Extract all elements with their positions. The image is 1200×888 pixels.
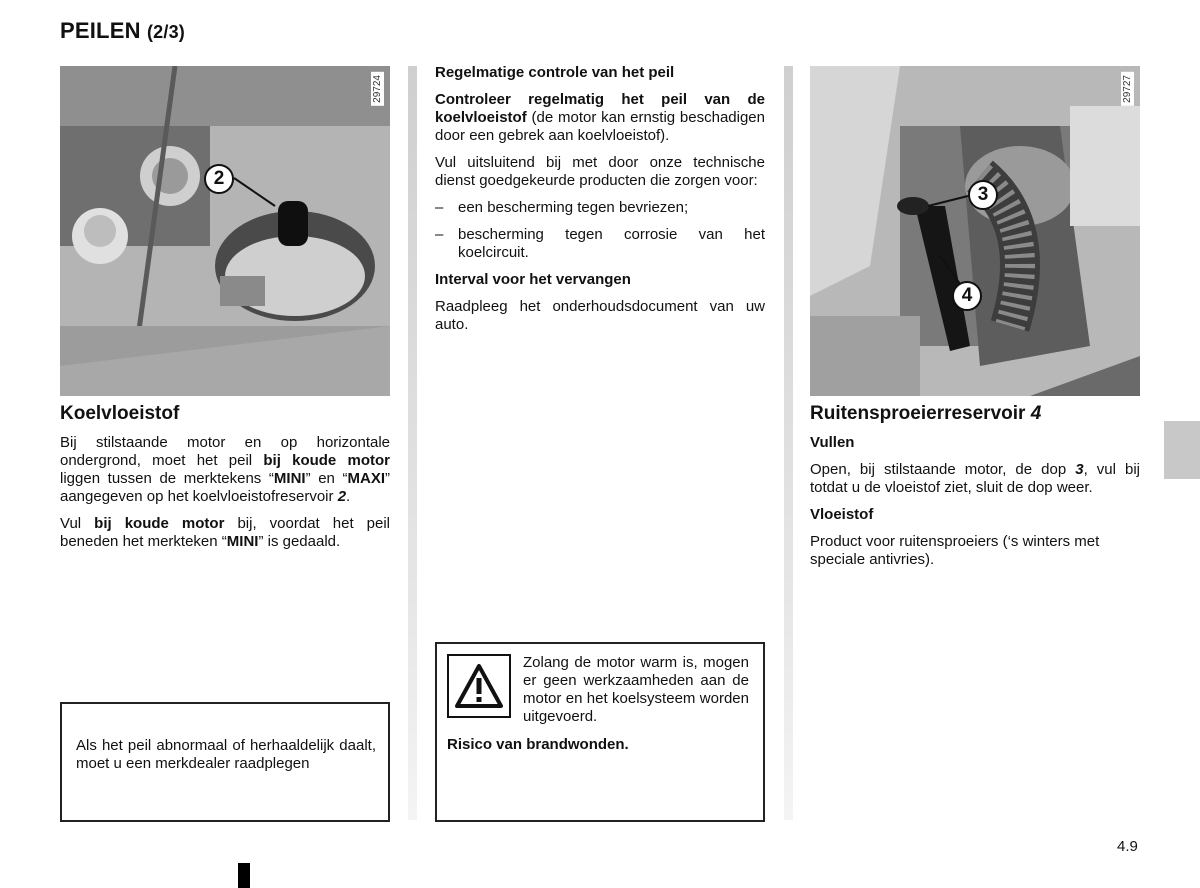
text-run: .: [346, 488, 351, 505]
image-number: 29724: [371, 72, 384, 106]
column-divider-left: [408, 66, 417, 820]
page-number: 4.9: [1117, 838, 1138, 855]
warning-icon: [447, 654, 511, 718]
text-run: ” en “: [305, 470, 348, 487]
bold-run: Controleer regelmatig het peil van de koelvloeistof: [435, 91, 765, 126]
check-paragraph: [435, 91, 765, 145]
list-item: [435, 226, 765, 262]
coolant-text: [60, 434, 390, 560]
heading-number: 4: [1030, 403, 1042, 424]
callout-4: 4: [952, 281, 982, 311]
list-item-text: een bescherming tegen bevriezen;: [458, 199, 689, 216]
text-run: bij, voordat het peil beneden het merkteken “: [60, 515, 390, 550]
fluid-subheading: Vloeistof: [810, 506, 874, 523]
text-run: Open, bij stilstaande motor, de dop: [810, 461, 1076, 478]
warning-risk: Risico van brandwonden.: [447, 736, 629, 753]
washer-text: [810, 434, 1140, 578]
bold-run: bij koude motor: [94, 515, 225, 532]
warning-box: [435, 642, 765, 822]
chapter-tab: [1164, 421, 1200, 479]
approved-products-paragraph: Vul uitsluitend bij met door onze technische dienst goedgekeurde producten die zorgen voor:: [435, 154, 765, 189]
bold-run: MINI: [226, 533, 259, 550]
title-text: PEILEN: [60, 18, 141, 43]
title-part: (2/3): [146, 22, 185, 42]
text-run: liggen tussen de merktekens “: [60, 470, 274, 487]
crop-mark: [238, 863, 250, 888]
text-run: ” aangegeven op het koelvloeistofreservoir: [60, 470, 391, 505]
page-title: [60, 18, 185, 44]
washer-reservoir-photo: [810, 66, 1140, 396]
text-run: Bij stilstaande motor en op horizontale ondergrond, moet het peil: [60, 434, 390, 469]
bold-run: MAXI: [347, 470, 386, 487]
list-item: [435, 199, 765, 217]
text-run: , vul bij totdat u de vloeistof ziet, sluit de dop weer.: [810, 461, 1140, 496]
notice-box: [60, 702, 390, 822]
callout-3: 3: [968, 180, 998, 210]
image-number: 29727: [1121, 72, 1134, 106]
replacement-interval-heading: Interval voor het vervangen: [435, 271, 631, 288]
fluid-paragraph: Product voor ruitensproeiers (‘s winters met speciale antivries).: [810, 533, 1100, 568]
text-run: (de motor kan ernstig beschadigen door een gebrek aan koelvloeistof).: [435, 109, 765, 144]
bold-run: MINI: [273, 470, 306, 487]
filling-paragraph: [810, 461, 1140, 497]
maintenance-paragraph: Raadpleeg het onderhoudsdocument van uw auto.: [435, 298, 765, 333]
bold-run: bij koude motor: [263, 452, 390, 469]
bold-italic-run: 3: [1075, 461, 1084, 478]
list-dash: –: [435, 199, 444, 216]
text-run: ” is gedaald.: [258, 533, 341, 550]
regular-check-heading: Regelmatige controle van het peil: [435, 64, 675, 81]
middle-text: [435, 64, 765, 343]
coolant-paragraph-2: [60, 515, 390, 551]
callout-2: 2: [204, 164, 234, 194]
filling-subheading: Vullen: [810, 434, 855, 451]
coolant-paragraph-1: [60, 434, 390, 506]
list-dash: –: [435, 226, 444, 243]
notice-text: Als het peil abnormaal of herhaaldelijk daalt, moet u een merkdealer raadplegen: [76, 737, 376, 772]
list-item-text: bescherming tegen corrosie van het koelcircuit.: [458, 226, 765, 261]
warning-text: Zolang de motor warm is, mogen er geen werkzaamheden aan de motor en het koelsysteem worden uitgevoerd.: [523, 654, 749, 725]
text-run: Vul: [60, 515, 95, 532]
coolant-heading: Koelvloeistof: [60, 403, 180, 424]
column-divider-right: [784, 66, 793, 820]
coolant-reservoir-photo: [60, 66, 390, 396]
heading-text: Ruitensproeierreservoir: [810, 403, 1026, 424]
bold-italic-run: 2: [337, 488, 347, 505]
washer-heading: [810, 403, 1041, 425]
